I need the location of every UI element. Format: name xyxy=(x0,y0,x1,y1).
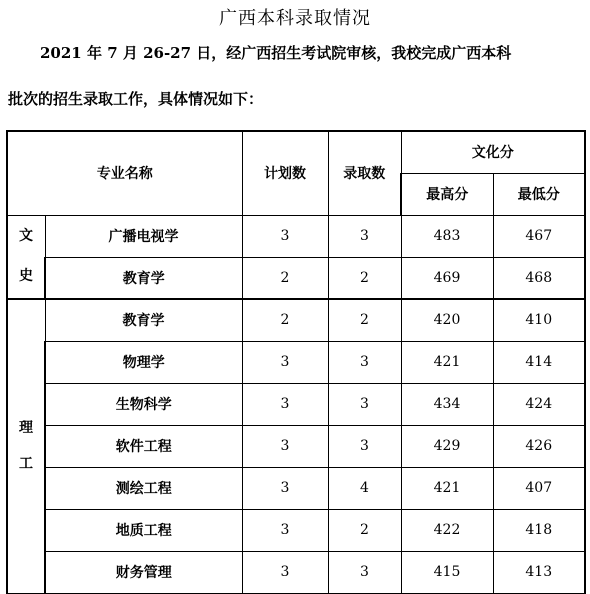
major-name: 生物科学 xyxy=(45,383,242,425)
min-score: 424 xyxy=(493,383,585,425)
plan-count: 3 xyxy=(242,509,328,551)
major-name: 教育学 xyxy=(45,257,242,299)
max-score: 421 xyxy=(401,467,493,509)
table-row xyxy=(7,467,585,509)
admitted-count: 3 xyxy=(328,215,401,257)
plan-count: 2 xyxy=(242,299,328,341)
table-row xyxy=(7,299,585,341)
plan-count: 2 xyxy=(242,257,328,299)
admitted-count: 2 xyxy=(328,299,401,341)
major-name: 教育学 xyxy=(45,299,242,341)
category-char: 文 xyxy=(19,228,33,245)
major-name: 财务管理 xyxy=(45,551,242,593)
major-name: 测绘工程 xyxy=(45,467,242,509)
intro-paragraph-line-2: 批次的招生录取工作，具体情况如下： xyxy=(8,90,264,108)
max-score: 421 xyxy=(401,341,493,383)
major-name: 软件工程 xyxy=(45,425,242,467)
admitted-count: 4 xyxy=(328,467,401,509)
admitted-count: 3 xyxy=(328,551,401,593)
category-liberal-arts xyxy=(7,215,45,299)
min-score: 414 xyxy=(493,341,585,383)
header-admitted: 录取数 xyxy=(328,131,401,215)
admission-table xyxy=(6,130,586,594)
table-row xyxy=(7,215,585,257)
header-major: 专业名称 xyxy=(7,131,242,215)
min-score: 426 xyxy=(493,425,585,467)
min-score: 413 xyxy=(493,551,585,593)
min-score: 418 xyxy=(493,509,585,551)
max-score: 420 xyxy=(401,299,493,341)
max-score: 434 xyxy=(401,383,493,425)
admitted-count: 2 xyxy=(328,257,401,299)
min-score: 407 xyxy=(493,467,585,509)
max-score: 483 xyxy=(401,215,493,257)
min-score: 468 xyxy=(493,257,585,299)
plan-count: 3 xyxy=(242,341,328,383)
table-row xyxy=(7,257,585,299)
plan-count: 3 xyxy=(242,215,328,257)
table-row xyxy=(7,425,585,467)
max-score: 429 xyxy=(401,425,493,467)
admitted-count: 3 xyxy=(328,383,401,425)
min-score: 410 xyxy=(493,299,585,341)
major-name: 广播电视学 xyxy=(45,215,242,257)
major-name: 物理学 xyxy=(45,341,242,383)
max-score: 469 xyxy=(401,257,493,299)
plan-count: 3 xyxy=(242,551,328,593)
header-max-score: 最高分 xyxy=(401,173,493,215)
admitted-count: 3 xyxy=(328,341,401,383)
category-char: 理 xyxy=(19,419,33,436)
header-culture-score: 文化分 xyxy=(401,131,585,173)
category-char: 工 xyxy=(19,455,33,472)
admitted-count: 3 xyxy=(328,425,401,467)
intro-paragraph-line-1: 2021 年 7 月 26-27 日，经广西招生考试院审核，我校完成广西本科 xyxy=(40,44,512,62)
max-score: 415 xyxy=(401,551,493,593)
table-row xyxy=(7,509,585,551)
max-score: 422 xyxy=(401,509,493,551)
plan-count: 3 xyxy=(242,425,328,467)
category-science-engineering xyxy=(7,299,45,593)
header-plan: 计划数 xyxy=(242,131,328,215)
min-score: 467 xyxy=(493,215,585,257)
admitted-count: 2 xyxy=(328,509,401,551)
header-row xyxy=(7,131,585,173)
major-name: 地质工程 xyxy=(45,509,242,551)
page-title: 广西本科录取情况 xyxy=(219,8,371,29)
plan-count: 3 xyxy=(242,383,328,425)
category-char: 史 xyxy=(19,268,33,285)
table-row xyxy=(7,383,585,425)
plan-count: 3 xyxy=(242,467,328,509)
table-row xyxy=(7,551,585,593)
table-row xyxy=(7,341,585,383)
header-min-score: 最低分 xyxy=(493,173,585,215)
